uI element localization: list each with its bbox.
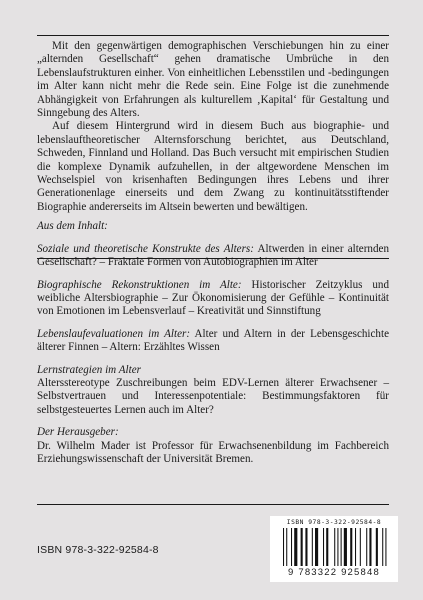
topic-title: Biographische Rekonstruktionen im Alte: (37, 278, 242, 291)
barcode-bars-icon (279, 528, 389, 568)
barcode-isbn-label: ISBN 978-3-322-92584-8 (286, 519, 382, 526)
contents-topic-3 (37, 328, 389, 355)
editor-text: Dr. Wilhelm Mader ist Professor für Erwachsenenbildung im Fachbereich Erziehungswissenschaft der Universität Bremen. (37, 439, 389, 465)
contents-heading: Aus dem Inhalt: (37, 220, 108, 233)
contents-rule (37, 258, 389, 259)
contents-topic-4 (37, 364, 389, 418)
barcode-bar (369, 528, 371, 566)
contents-topic-2 (37, 279, 389, 319)
barcode-bar (337, 528, 338, 566)
contents-topic-1 (37, 243, 389, 270)
barcode-bar (360, 528, 361, 566)
editor-heading: Der Herausgeber: (37, 426, 119, 439)
topic-title: Lernstrategien im Alter (37, 363, 141, 376)
description-text (37, 40, 389, 466)
intro-paragraph-2: Auf diesem Hintergrund wird in diesem Buch aus biographie- und lebenslauftheoretischer Alternsforschung berichtet, aus Deutschland, Schweden, Finnland und Holland. Das Buch versucht mit empirischen Studien die komplexe Dynamik aufzuhellen, in der altgewordene Menschen im Wechselspiel von krisenhaften Bedingungen ihres Lebens und ihrer Generationenlage einerseits und dem Zwang zu kontinuitätsstiftender Biographie andererseits im Altsein bewerten und bewältigen. (37, 120, 389, 213)
top-rule (37, 35, 389, 36)
barcode-bar (350, 528, 352, 566)
barcode-bar (301, 528, 303, 566)
barcode-bar (315, 528, 318, 566)
topic-title: Lebenslaufevaluationen im Alter: (37, 327, 191, 340)
barcode-bar (366, 528, 367, 566)
barcode-bar (312, 528, 313, 566)
barcode-bar (283, 528, 284, 566)
barcode-bar (291, 528, 292, 566)
barcode-digits: 9 783322 925848 (288, 567, 380, 578)
topic-text: Altersstereotype Zuschreibungen beim EDV-Lernen älterer Erwachsener – Selbstvertrauen und Interessenpotentiale: Bestimmungsfaktoren für selbstgesteuertes Lernen auch im Alter? (37, 376, 389, 416)
bottom-rule (37, 504, 389, 505)
barcode-bar (341, 528, 342, 566)
intro-paragraph-1: Mit den gegenwärtigen demographischen Verschiebungen hin zu einer „alternden Gesellschaft“ gehen dramatische Umbrüche in den Lebenslaufstrukturen einher. Von einheitlichen Lebensstilen und -bedingungen im Alter kann nicht mehr die Rede sein. Eine Folge ist die zunehmende Abhängigkeit von Erfahrungen als kulturellem ‚Kapital‘ für Gestaltung und Sinngebung des Alters. (37, 40, 389, 120)
barcode-bar (323, 528, 324, 566)
barcode-bar (286, 528, 287, 566)
isbn-label: ISBN 978-3-322-92584-8 (37, 544, 159, 556)
barcode-bar (334, 528, 335, 566)
barcode (270, 516, 398, 582)
barcode-bar (355, 528, 356, 566)
barcode-bar (376, 528, 378, 566)
barcode-bar (382, 528, 383, 566)
topic-text: Altwerden in einer alternden Gesellschaft? – Fraktale Formen von Autobiographien im Alter (37, 242, 389, 269)
topic-text: Historischer Zeitzyklus und weibliche Altersbiographie – Zur Ökonomisierung der Gefühle – Kontinuität von Emotionen im Lebensverlauf – Kreativität und Sinnstiftung (37, 278, 389, 318)
topic-title: Soziale und theoretische Konstrukte des Alters: (37, 242, 254, 255)
barcode-bar (385, 528, 386, 566)
barcode-bar (294, 528, 297, 566)
barcode-bar (344, 528, 347, 566)
topic-text: Alter und Altern in der Lebensgeschichte älterer Finnen – Altern: Erzähltes Wissen (37, 327, 389, 354)
barcode-bar (305, 528, 307, 566)
barcode-bar (326, 528, 328, 566)
